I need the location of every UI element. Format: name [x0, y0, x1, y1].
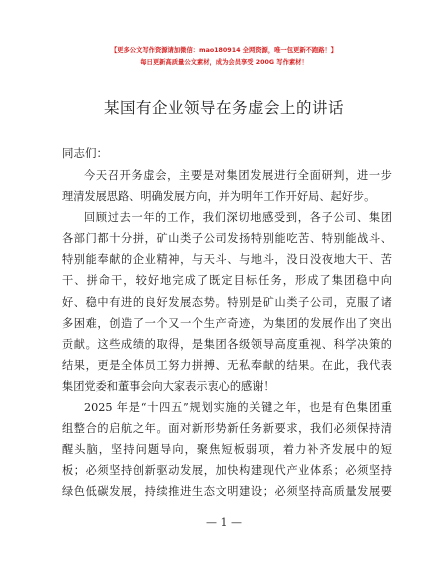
body-line: 回顾过去一年的工作，我们深切地感受到，各子公司、集团	[84, 211, 392, 225]
body-line: 2025 年是“十四五”规划实施的关键之年，也是有色集团重	[84, 401, 392, 415]
promo-banner-line-1: 【更多公文写作资源请加微信：mao180914 全网资源，唯一包更新不跑路！】	[110, 47, 338, 54]
body-line: 组整合的启航之年。面对新形势新任务新要求，我们必须保持清	[62, 422, 392, 436]
body-line: 醒头脑，坚持问题导向，聚焦短板弱项，着力补齐发展中的短	[62, 443, 392, 457]
document-body	[62, 165, 392, 503]
body-line: 各部门都十分拼，矿山类子公司发扬特别能吃苦、特别能战斗、	[62, 232, 392, 246]
body-line: 今天召开务虚会，主要是对集团发展进行全面研判，进一步	[84, 169, 392, 182]
body-line: 贡献。这些成绩的取得，是集团各级领导高度重视、科学决策的	[62, 337, 392, 351]
promo-banner-line-2: 每日更新高质量公文素材，成为会员享受 200G 写作素材！	[140, 59, 308, 66]
body-line: 理清发展思路、明确发展方向，并为明年工作开好局、起好步。	[62, 190, 376, 204]
body-line: 板；必须坚持创新驱动发展，加快构建现代产业体系；必须坚持	[62, 464, 392, 478]
page-number: — 1 —	[206, 516, 242, 529]
document-title: 某国有企业领导在务虚会上的讲话	[103, 99, 344, 117]
body-line: 干、拼命干，较好地完成了既定目标任务，形成了集团稳中向	[62, 274, 392, 288]
salutation: 同志们：	[62, 146, 108, 160]
body-line: 集团党委和董事会向大家表示衷心的感谢！	[62, 379, 275, 393]
body-line: 特别能奉献的企业精神，与天斗、与地斗，没日没夜地大干、苦	[62, 253, 392, 267]
body-line: 好、稳中有进的良好发展态势。特别是矿山类子公司，克服了诸	[62, 295, 392, 309]
body-line: 多困难，创造了一个又一个生产奇迹，为集团的发展作出了突出	[62, 316, 392, 330]
body-line: 结果，更是全体员工努力拼搏、无私奉献的结果。在此，我代表	[62, 358, 392, 372]
body-line: 绿色低碳发展，持续推进生态文明建设；必须坚持高质量发展要	[62, 485, 392, 499]
